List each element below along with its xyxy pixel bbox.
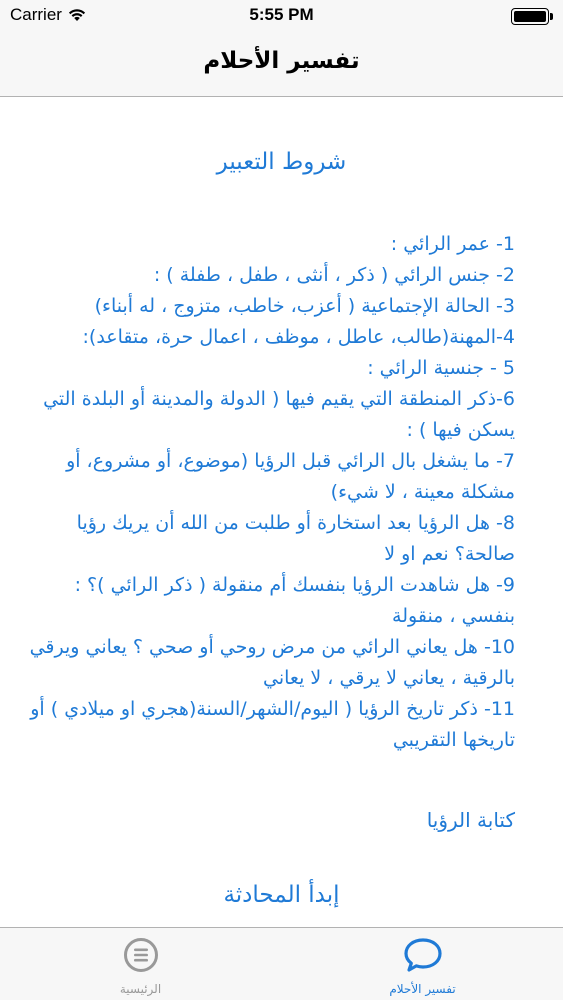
navigation-bar (0, 32, 563, 97)
condition-item: 7- ما يشغل بال الرائي قبل الرؤيا (موضوع، أو مشروع، أو مشكلة معينة ، لا شيء) (66, 450, 515, 503)
content-scroll-area[interactable] (0, 97, 563, 927)
tab-dream-interpretation[interactable] (282, 928, 563, 1000)
condition-item: 10- هل يعاني الرائي من مرض روحي أو صحي ؟ يعاني ويرقي بالرقية ، يعاني لا يرقي ، لا يعاني (29, 636, 515, 689)
conditions-heading: شروط التعبير (216, 149, 347, 175)
conditions-list (16, 229, 515, 756)
status-bar (0, 0, 563, 32)
condition-item: 2- جنس الرائي ( ذكر ، أنثى ، طفل ، طفلة ) : (153, 264, 515, 286)
condition-item: 3- الحالة الإجتماعية ( أعزب، خاطب، متزوج ، له أبناء) (94, 295, 515, 317)
menu-circle-icon (123, 937, 159, 977)
condition-item: 5 - جنسية الرائي : (367, 357, 515, 379)
page-title: تفسير الأحلام (203, 48, 360, 74)
chat-bubble-icon (403, 937, 443, 977)
start-chat-button[interactable]: إبدأ المحادثة (223, 882, 340, 908)
tab-home[interactable] (0, 928, 281, 1000)
carrier-label: Carrier (10, 5, 62, 24)
condition-item: 1- عمر الرائي : (390, 233, 515, 255)
status-time: 5:55 PM (249, 5, 314, 24)
tab-dream-interpretation-label: تفسير الأحلام (389, 982, 456, 996)
condition-item: 4-المهنة(طالب، عاطل ، موظف ، اعمال حرة، متقاعد): (82, 326, 515, 348)
condition-item: 8- هل الرؤيا بعد استخارة أو طلبت من الله أن يريك رؤيا صالحة؟ نعم او لا (76, 512, 515, 565)
condition-item: 11- ذكر تاريخ الرؤيا ( اليوم/الشهر/السنة(هجري او ميلادي ) أو تاريخها التقريبي (30, 698, 515, 751)
condition-item: 9- هل شاهدت الرؤيا بنفسك أم منقولة ( ذكر الرائي )؟ : بنفسي ، منقولة (74, 574, 515, 627)
tab-home-label: الرئيسية (119, 982, 162, 996)
write-dream-link[interactable]: كتابة الرؤيا (426, 808, 515, 832)
battery-icon (511, 8, 553, 25)
tab-bar (0, 927, 563, 1000)
condition-item: 6-ذكر المنطقة التي يقيم فيها ( الدولة والمدينة أو البلدة التي يسكن فيها ) : (43, 388, 515, 441)
